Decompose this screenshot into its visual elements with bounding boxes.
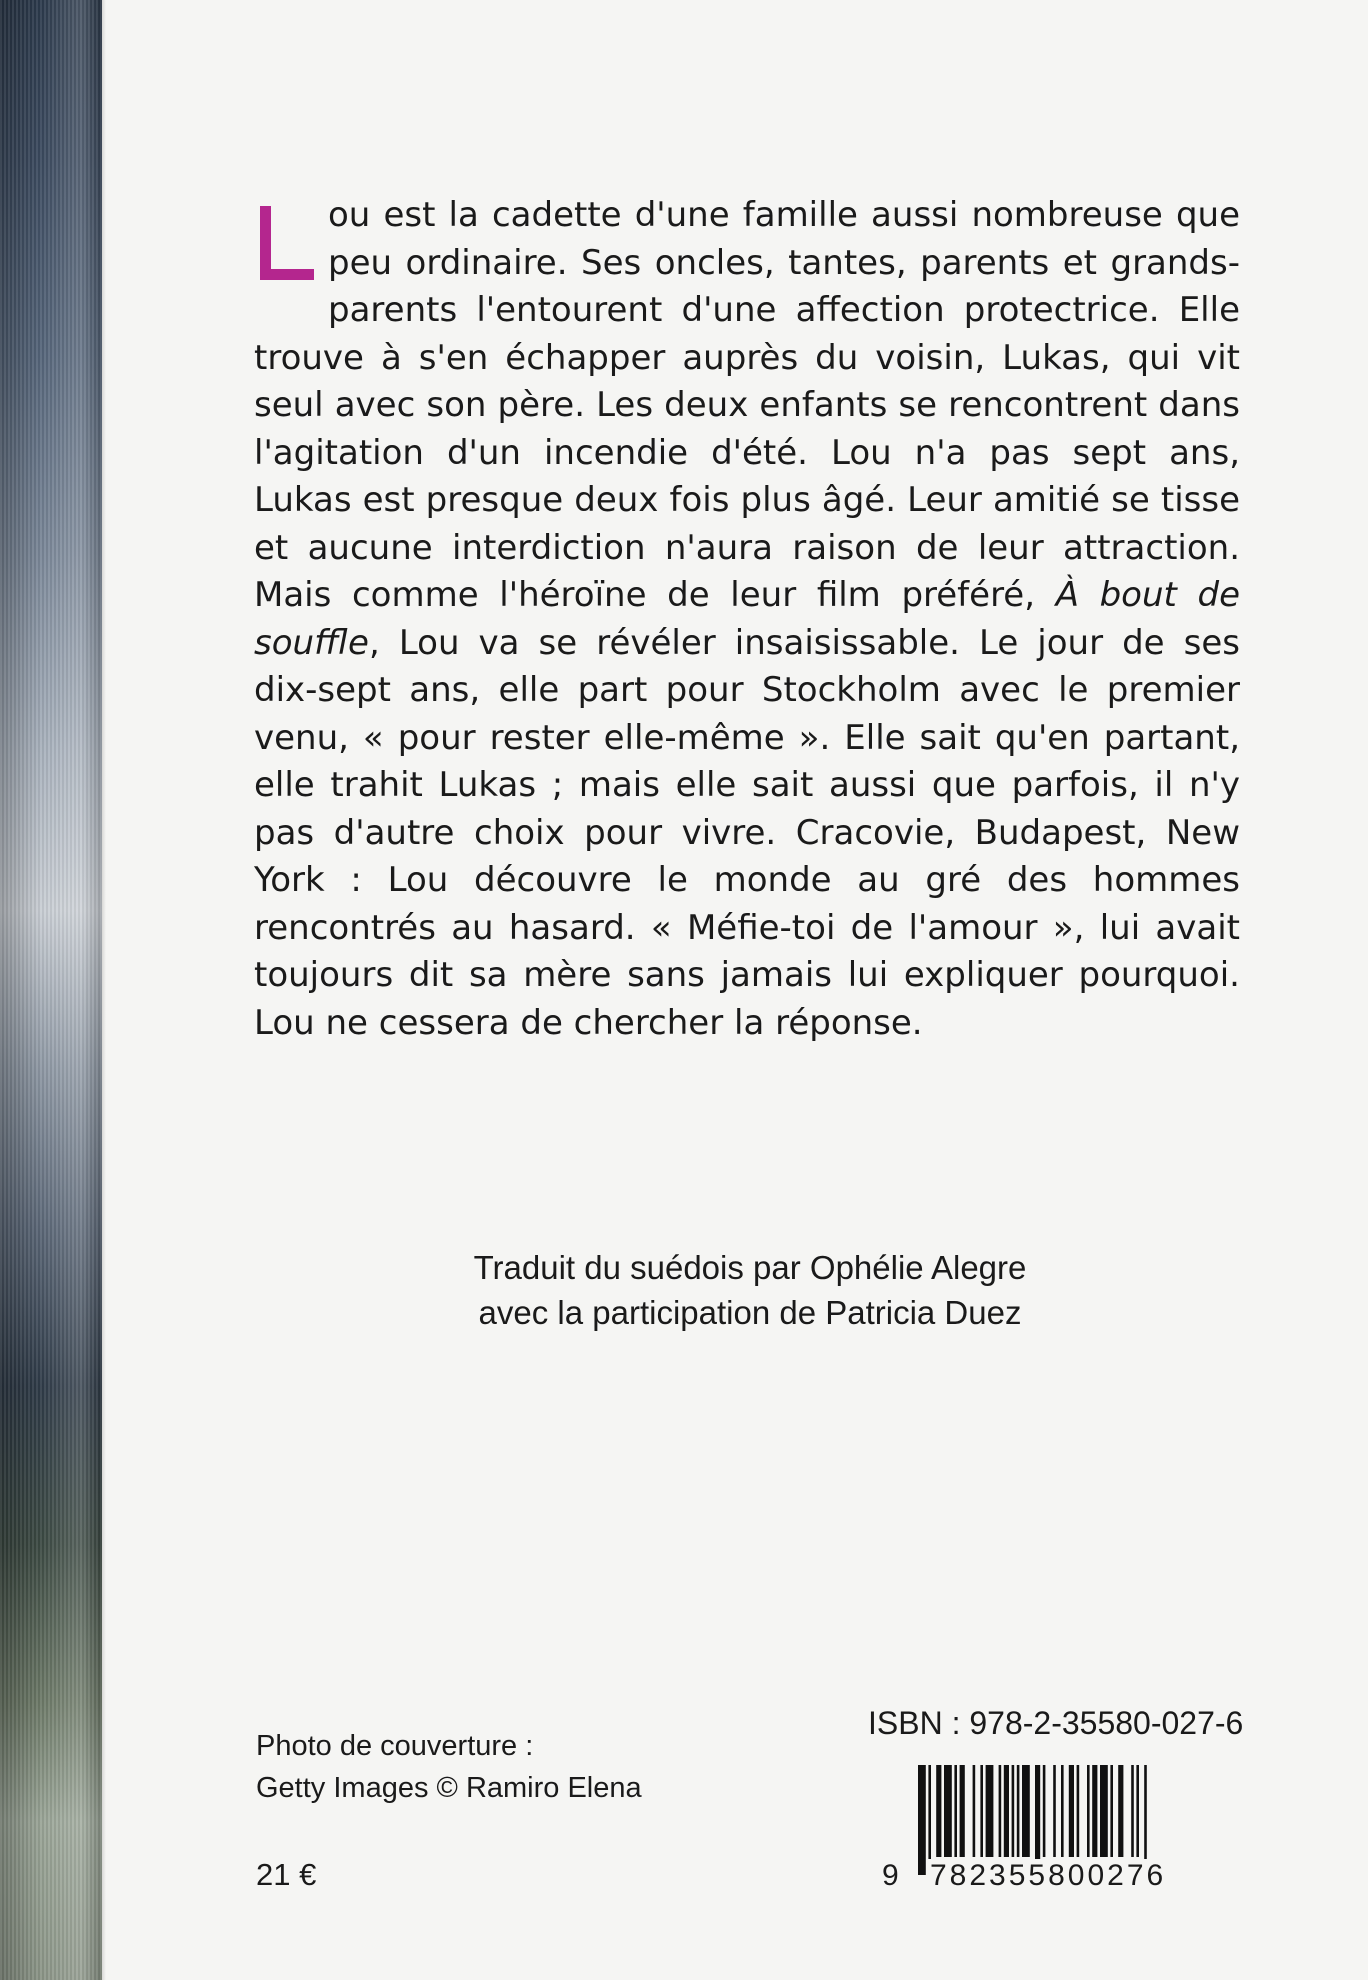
barcode-bar <box>1043 1765 1046 1857</box>
barcode-bar <box>1053 1765 1056 1857</box>
blurb-text-part2: , Lou va se révéler insaisissable. Le jour de ses dix-sept ans, elle part pour Stockholm avec le premier venu, « pour rester elle-même ». Elle sait qu'en partant, elle trahit Lukas ; mais elle sait aussi que parfois, il n'y pas d'autre choix pour vivre. Cracovie, Budapest, New York : Lou découvre le monde au gré des hommes rencontrés au hasard. « Méfie-toi de l'amour », lui avait toujours dit sa mère sans jamais lui expliquer pourquoi. Lou ne cessera de chercher la réponse. <box>254 622 1240 1043</box>
blurb-text-part1: ou est la cadette d'une famille aussi nombreuse que peu ordinaire. Ses oncles, tantes, parents et grands-parents l'entourent d'une affection protectrice. Elle trouve à s'en échapper auprès du voisin, Lukas, qui vit seul avec son père. Les deux enfants se rencontrent dans l'agitation d'un incendie d'été. Lou n'a pas sept ans, Lukas est presque deux fois plus âgé. Leur amitié se tisse et aucune interdiction n'aura raison de leur attraction. Mais comme l'héroïne de leur film préféré, <box>254 195 1240 615</box>
barcode-bar <box>1118 1765 1123 1857</box>
spine-fold-shadow <box>102 0 106 1980</box>
barcode-bar <box>954 1765 957 1857</box>
barcode-bar <box>1069 1765 1074 1857</box>
barcode-digits: 782355800276 <box>926 1859 1214 1893</box>
barcode-bar <box>1087 1765 1090 1857</box>
back-cover-blurb <box>254 192 1240 1047</box>
price: 21 € <box>256 1857 317 1892</box>
barcode-bar <box>999 1765 1002 1857</box>
barcode-bar <box>1100 1765 1108 1857</box>
translation-line-1: Traduit du suédois par Ophélie Alegre <box>473 1249 1027 1286</box>
cover-spine-photo <box>0 0 102 1980</box>
barcode-bar <box>1092 1765 1097 1857</box>
isbn-number: ISBN : 978-2-35580-027-6 <box>868 1705 1244 1741</box>
barcode-bar <box>1022 1765 1030 1857</box>
barcode-bar <box>1017 1765 1020 1857</box>
translation-credit <box>380 1245 1120 1335</box>
barcode-bar <box>973 1765 976 1857</box>
translation-line-2: avec la participation de Patricia Duez <box>478 1294 1022 1331</box>
barcode-bar <box>960 1765 965 1857</box>
film-title: À bout de souffle <box>254 575 1241 663</box>
barcode-bar <box>1077 1765 1080 1857</box>
barcode-bar <box>944 1765 952 1857</box>
barcode-bar <box>986 1765 994 1857</box>
barcode-bar <box>918 1765 926 1875</box>
photo-credit-line-1: Photo de couverture : <box>256 1730 534 1762</box>
barcode-bar <box>1136 1765 1139 1857</box>
barcode-bar <box>1110 1765 1113 1857</box>
barcode-bar <box>1012 1765 1015 1857</box>
barcode-bar <box>980 1765 983 1857</box>
photo-credit <box>256 1725 642 1809</box>
barcode-bar <box>1061 1765 1064 1857</box>
barcode-bar <box>1004 1765 1009 1857</box>
barcode-bar <box>1131 1765 1134 1857</box>
photo-credit-line-2: Getty Images © Ramiro Elena <box>256 1772 642 1804</box>
barcode <box>882 1765 1232 1895</box>
barcode-bar <box>936 1765 941 1857</box>
dropcap-letter <box>254 206 320 292</box>
barcode-first-digit: 9 <box>882 1859 899 1892</box>
